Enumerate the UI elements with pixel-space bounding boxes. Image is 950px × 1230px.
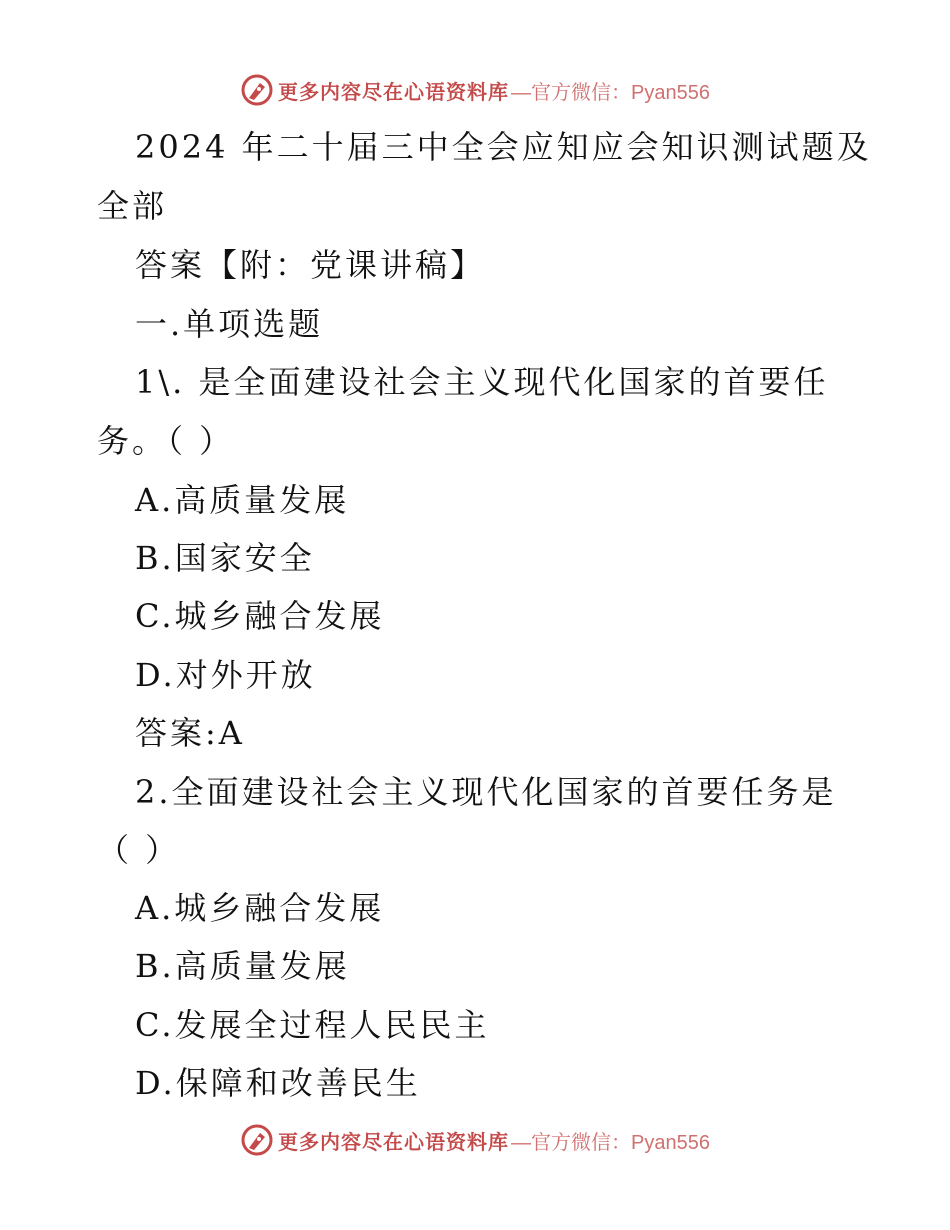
banner-wechat-text: —官方微信：Pyan556 [511,81,710,104]
footer-promo-text: 更多内容尽在心语资料库 [278,1129,510,1154]
footer-wechat-text: —官方微信：Pyan556 [511,1131,710,1154]
question-2-option-c: C.发展全过程人民民主 [135,1006,490,1044]
question-2-option-a: A.城乡融合发展 [135,889,385,927]
question-1-stem: 1\. 是全面建设社会主义现代化国家的首要任 [135,363,829,401]
question-1-option-d: D.对外开放 [135,656,316,694]
section-heading: 一.单项选题 [135,305,324,343]
banner-promo-text: 更多内容尽在心语资料库 [278,79,510,104]
doc-title-line-2: 全部 [97,187,168,225]
question-2-stem: 2.全面建设社会主义现代化国家的首要任务是 [135,773,837,811]
question-1-option-a: A.高质量发展 [135,481,350,519]
question-1-answer: 答案:A [135,714,245,752]
question-1-stem-cont: 务。（ ） [97,422,235,460]
footer-banner [0,1120,950,1160]
question-1-option-b: B.国家安全 [135,539,315,577]
question-2-stem-cont: （ ） [97,831,181,869]
question-2-option-d: D.保障和改善民生 [135,1064,421,1102]
question-2-option-b: B.高质量发展 [135,947,350,985]
pen-nib-seal-icon [240,1123,274,1157]
doc-title-line-3: 答案【附：党课讲稿】 [135,246,486,284]
doc-title-line-1: 2024 年二十届三中全会应知应会知识测试题及 [135,128,872,166]
question-1-option-c: C.城乡融合发展 [135,597,385,635]
